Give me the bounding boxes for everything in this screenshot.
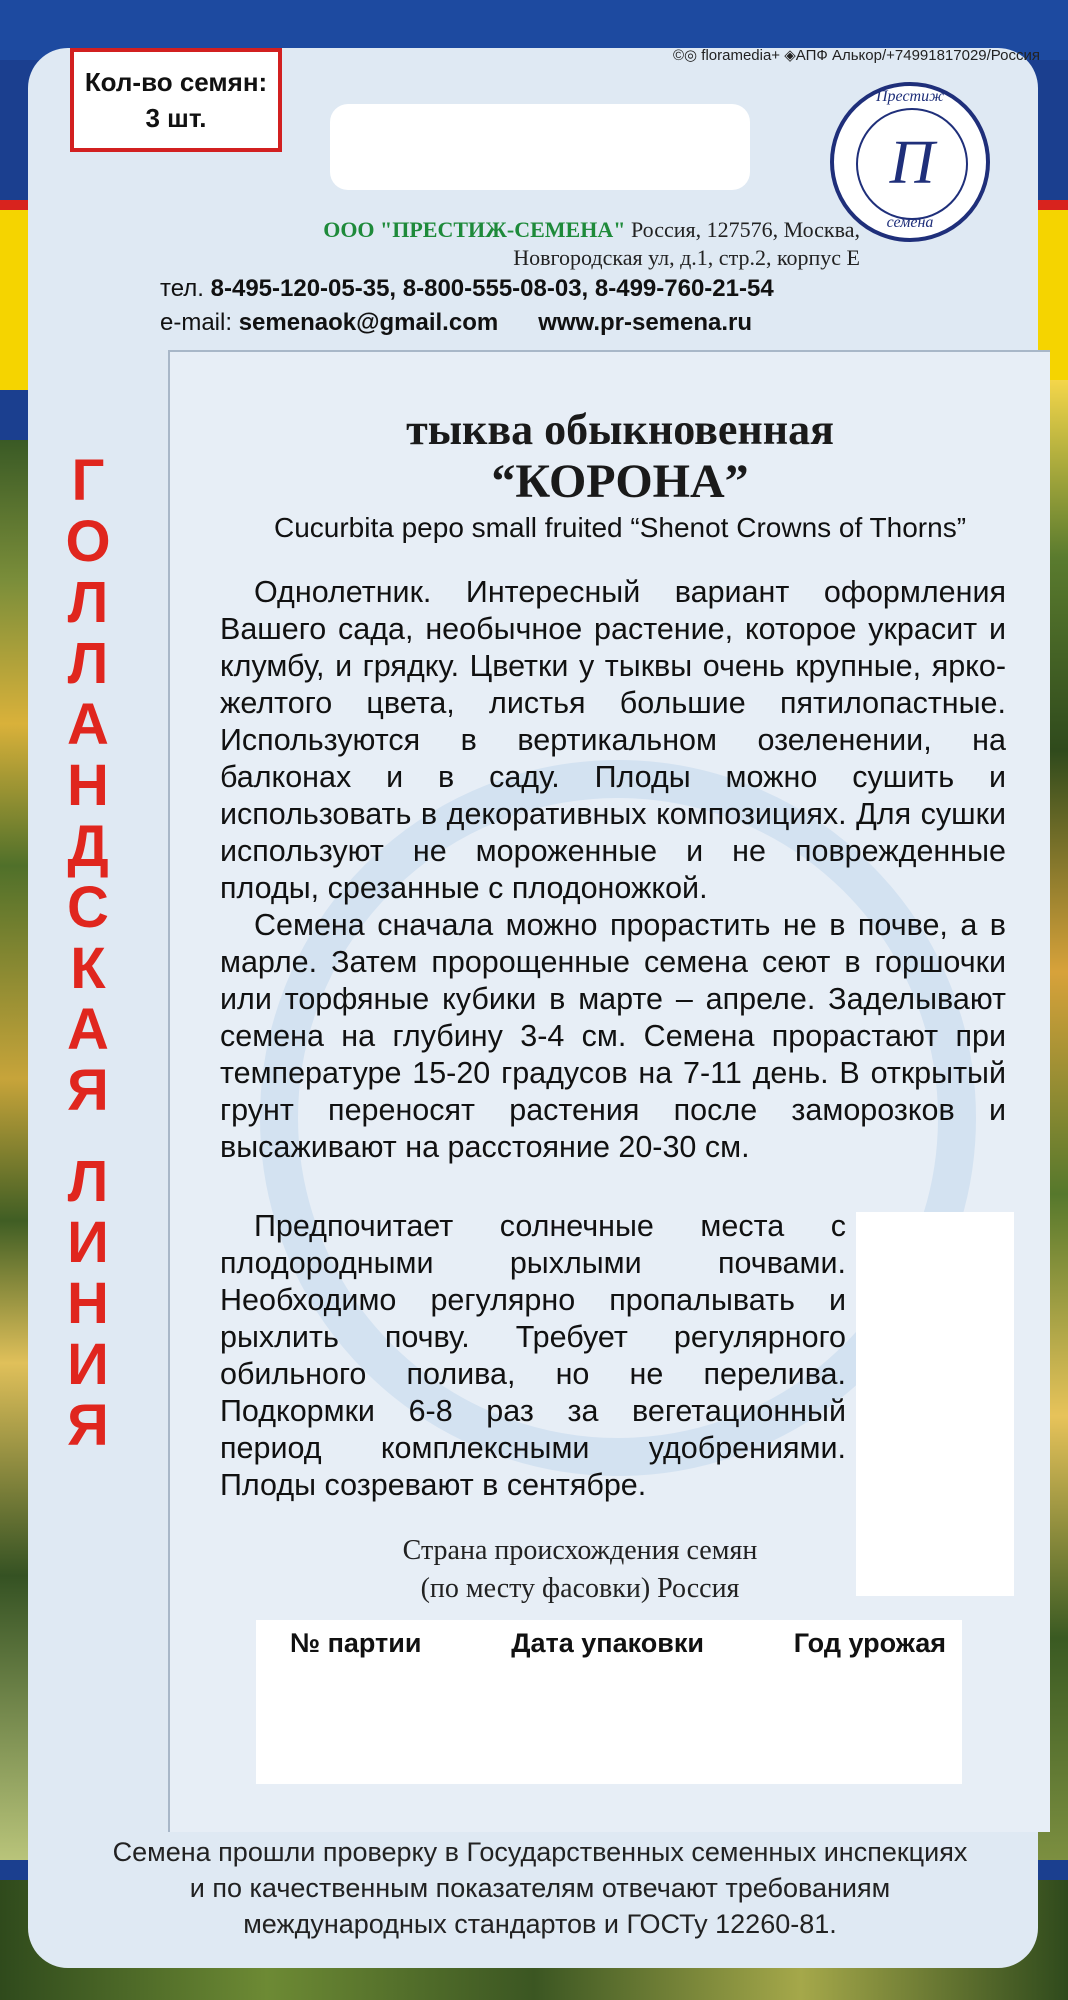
- vertical-letter: Л: [67, 631, 109, 696]
- vertical-letter: Л: [67, 570, 109, 635]
- description-paragraph-1: Однолетник. Интересный вариант оформления Вашего сада, необычное растение, которое украсит и клумбу, и грядку. Цветки у тыквы очень крупные, ярко-желтого цвета, листья большие пятилопастные. Используются в вертикальном озеленении, на балконах и в саду. Плоды можно сушить и использовать в декоративных композициях. Для сушки используют не мороженные и не поврежденные плоды, срезанные с плодоножкой.: [220, 575, 1006, 905]
- vertical-gap: [62, 1121, 114, 1151]
- cert-line-2: и по качественным показателям отвечают требованиям: [189, 1873, 891, 1903]
- company-address: [160, 216, 860, 272]
- description-block-3: [220, 1208, 846, 1504]
- origin-line-1: Страна происхождения семян: [402, 1535, 758, 1566]
- logo-bottom-text: семена: [886, 214, 934, 231]
- email-label: e-mail:: [160, 309, 233, 336]
- origin-country: [300, 1532, 860, 1608]
- cert-line-1: Семена прошли проверку в Государственных семенных инспекциях: [112, 1837, 968, 1867]
- vertical-letter: Г: [71, 448, 105, 513]
- logo-top-text: Престиж: [876, 88, 944, 105]
- address-line-2: Новгородская ул, д.1, стр.2, корпус Е: [513, 245, 860, 270]
- vertical-letter: И: [67, 1332, 109, 1397]
- cert-line-3: международных стандартов и ГОСТу 12260-81.: [243, 1909, 837, 1939]
- vertical-letter: О: [65, 509, 111, 574]
- email-address: semenaok@gmail.com: [238, 309, 499, 336]
- logo-inner-ring: [856, 108, 968, 220]
- seed-count-label: Кол-во семян:: [84, 67, 268, 97]
- vertical-letter: Я: [67, 1393, 109, 1458]
- vertical-letter: Д: [67, 814, 109, 879]
- seed-count-box: [70, 48, 282, 152]
- vertical-letter: К: [70, 936, 106, 1001]
- website: www.pr-semena.ru: [538, 309, 753, 336]
- product-name: тыква обыкновенная: [406, 405, 834, 454]
- vertical-letter: Н: [67, 1271, 109, 1336]
- description: [220, 574, 1006, 1166]
- batch-number-header: № партии: [290, 1628, 422, 1658]
- pack-date-header: Дата упаковки: [511, 1628, 704, 1658]
- copyright-line: ©◎ floramedia+ ◈АПФ Алькор/+74991817029/Россия: [672, 47, 1040, 64]
- harvest-year-header: Год урожая: [793, 1628, 946, 1658]
- vertical-letter: А: [67, 692, 109, 757]
- vertical-letter: А: [67, 997, 109, 1062]
- certification-note: [100, 1834, 980, 1942]
- description-paragraph-2: Семена сначала можно прорастить не в почве, а в марле. Затем пророщенные семена сеют в горшочки или торфяные кубики в марте – апреле. Заделывают семена на глубину 3-4 см. Семена прорастают при температуре 15-20 градусов на 7-11 день. В открытый грунт переносят растения после заморозков и высаживают на расстояние 20-30 см.: [220, 908, 1006, 1164]
- latin-name: Cucurbita pepo small fruited “Shenot Crowns of Thorns”: [273, 512, 967, 543]
- logo-letter: П: [889, 129, 935, 197]
- origin-line-2: (по месту фасовки) Россия: [420, 1573, 740, 1604]
- address-line-1: Россия, 127576, Москва,: [630, 217, 860, 242]
- variety-name: “КОРОНА”: [491, 455, 749, 508]
- phone-label: тел.: [160, 275, 204, 302]
- blank-sticker-area: [856, 1212, 1014, 1596]
- batch-info-table: [256, 1620, 962, 1784]
- series-vertical-label: [62, 450, 114, 1456]
- blank-label-area: [330, 104, 750, 190]
- company-name: ООО "ПРЕСТИЖ-СЕМЕНА": [323, 217, 626, 242]
- description-paragraph-3: Предпочитает солнечные места с плодородными рыхлыми почвами. Необходимо регулярно пропалывать и рыхлить почву. Требует регулярного обильного полива, но не перелива. Подкормки 6-8 раз за вегетационный период комплексными удобрениями. Плоды созревают в сентябре.: [220, 1209, 846, 1502]
- phone-numbers: 8-495-120-05-35, 8-800-555-08-03, 8-499-760-21-54: [210, 275, 774, 302]
- contacts: [160, 272, 920, 340]
- batch-header-row: [256, 1620, 962, 1659]
- vertical-letter: Н: [67, 753, 109, 818]
- vertical-letter: И: [67, 1210, 109, 1275]
- seed-count-value: 3 шт.: [145, 103, 207, 133]
- vertical-letter: Л: [67, 1149, 109, 1214]
- vertical-letter: Я: [67, 1058, 109, 1123]
- vertical-letter: С: [67, 875, 109, 940]
